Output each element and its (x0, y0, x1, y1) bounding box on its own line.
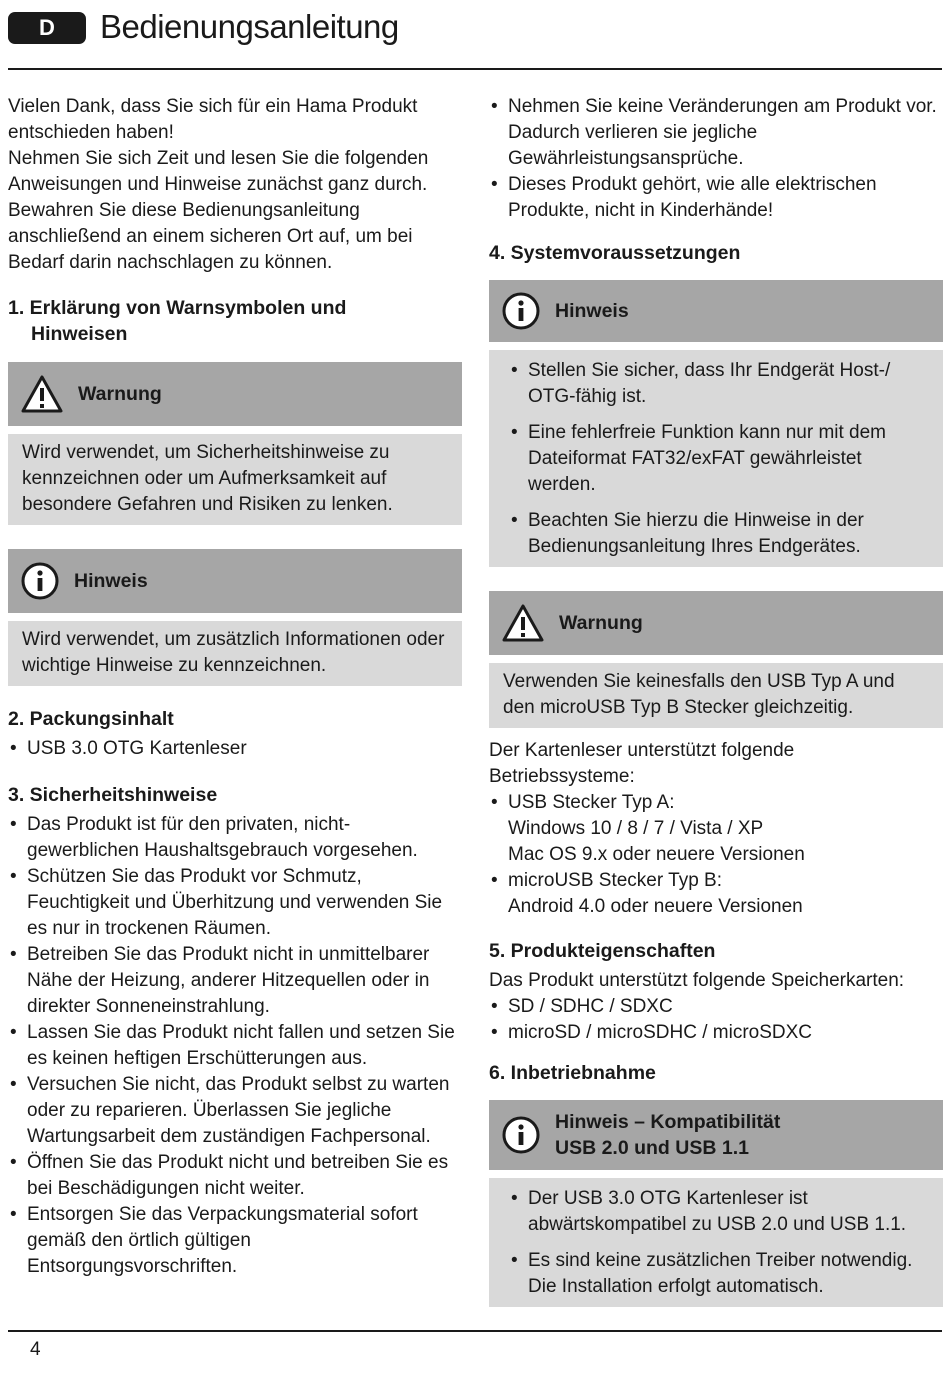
list-item: • Es sind keine zusätzlichen Treiber notwendig. Die Installation erfolgt automatisch. (509, 1248, 929, 1300)
section-2-title: 2. Packungsinhalt (8, 708, 174, 730)
compat-note-box (489, 1100, 943, 1307)
package-contents-list (8, 736, 462, 762)
info-icon (501, 291, 541, 331)
info-icon (20, 561, 60, 601)
cards-list (489, 994, 943, 1046)
warning-label: Warnung (559, 612, 643, 634)
list-item: • microUSB Stecker Typ B: Android 4.0 oder neuere Versionen (489, 868, 943, 920)
section-4-title: 4. Systemvoraussetzungen (489, 242, 741, 264)
warning-box-header (8, 362, 462, 426)
os-list (489, 790, 943, 920)
list-item: • USB Stecker Typ A: Windows 10 / 8 / 7 / Vista / XP Mac OS 9.x oder neuere Versionen (489, 790, 943, 868)
note-label: Hinweis (555, 300, 629, 322)
list-item: • USB 3.0 OTG Kartenleser (8, 736, 462, 762)
list-item: • Nehmen Sie keine Veränderungen am Produkt vor. Dadurch verlieren sie jegliche Gewährleistungsansprüche. (489, 94, 943, 172)
section-1-title: 1. Erklärung von Warnsymbolen und Hinweisen (8, 297, 347, 345)
warning-label: Warnung (78, 383, 162, 405)
safety-list-continued (489, 94, 943, 224)
warning-box (8, 362, 462, 525)
usb-warning-header (489, 591, 943, 655)
section-3-title: 3. Sicherheitshinweise (8, 784, 218, 806)
info-icon (501, 1115, 541, 1155)
note-box-header (8, 549, 462, 613)
right-column (489, 94, 943, 1307)
usb-warning-box (489, 591, 943, 728)
usb-warning-text: Verwenden Sie keinesfalls den USB Typ A und den microUSB Typ B Stecker gleichzeitig. (489, 663, 943, 728)
list-item: • Dieses Produkt gehört, wie alle elektrischen Produkte, nicht in Kinderhände! (489, 172, 943, 224)
list-item: • Lassen Sie das Produkt nicht fallen und setzen Sie es keinen heftigen Erschütterungen aus. (8, 1020, 462, 1072)
list-item: • Schützen Sie das Produkt vor Schmutz, Feuchtigkeit und Überhitzung und verwenden Sie es nur in trockenen Räumen. (8, 864, 462, 942)
list-item: • Stellen Sie sicher, dass Ihr Endgerät Host-/ OTG-fähig ist. (509, 358, 929, 410)
section-6-title: 6. Inbetriebnahme (489, 1062, 656, 1084)
note-label: Hinweis (74, 570, 148, 592)
list-item: • Betreiben Sie das Produkt nicht in unmittelbarer Nähe der Heizung, anderer Hitzequellen oder in direkter Sonneneinstrahlung. (8, 942, 462, 1020)
list-item: • Versuchen Sie nicht, das Produkt selbst zu warten oder zu reparieren. Überlassen Sie jegliche Wartungsarbeit dem zuständigen Fachpersonal. (8, 1072, 462, 1150)
section-5-title: 5. Produkteigenschaften (489, 940, 716, 962)
system-note-box (489, 280, 943, 567)
list-item: • Entsorgen Sie das Verpackungsmaterial sofort gemäß den örtlich gültigen Entsorgungsvorschriften. (8, 1202, 462, 1280)
intro-instructions: Nehmen Sie sich Zeit und lesen Sie die folgenden Anweisungen und Hinweise zunächst ganz durch. Bewahren Sie diese Bedienungsanleitung anschließend an einem sicheren Ort auf, um bei Bedarf darin nachschlagen zu können. (8, 148, 429, 273)
warning-triangle-icon (501, 603, 545, 643)
system-note-body (489, 350, 943, 567)
compat-note-body (489, 1178, 943, 1307)
compat-note-label: Hinweis – Kompatibilität USB 2.0 und USB 1.1 (555, 1111, 781, 1159)
note-box-text: Wird verwendet, um zusätzlich Informationen oder wichtige Hinweise zu kennzeichnen. (8, 621, 462, 686)
list-item: • Eine fehlerfreie Funktion kann nur mit dem Dateiformat FAT32/exFAT gewährleistet werden. (509, 420, 929, 498)
warning-box-text: Wird verwendet, um Sicherheitshinweise zu kennzeichnen oder um Aufmerksamkeit auf besondere Gefahren und Risiken zu lenken. (8, 434, 462, 525)
page-number: 4 (30, 1339, 41, 1360)
left-column (8, 94, 462, 1280)
page-footer-rule (8, 1330, 942, 1332)
cards-intro: Das Produkt unterstützt folgende Speicherkarten: (489, 970, 905, 991)
list-item: • Der USB 3.0 OTG Kartenleser ist abwärtskompatibel zu USB 2.0 und USB 1.1. (509, 1186, 929, 1238)
safety-list (8, 812, 462, 1280)
compat-note-header (489, 1100, 943, 1170)
note-box (8, 549, 462, 686)
document-title: Bedienungsanleitung (100, 8, 399, 45)
system-note-header (489, 280, 943, 342)
list-item: • Beachten Sie hierzu die Hinweise in der Bedienungsanleitung Ihres Endgerätes. (509, 508, 929, 560)
list-item: • SD / SDHC / SDXC (489, 994, 943, 1020)
list-item: • microSD / microSDHC / microSDXC (489, 1020, 943, 1046)
list-item: • Öffnen Sie das Produkt nicht und betreiben Sie es bei Beschädigungen nicht weiter. (8, 1150, 462, 1202)
intro-thanks: Vielen Dank, dass Sie sich für ein Hama Produkt entschieden haben! (8, 96, 418, 143)
language-badge: D (8, 12, 86, 44)
os-intro: Der Kartenleser unterstützt folgende Betriebssysteme: (489, 740, 795, 787)
page-header (8, 8, 942, 70)
warning-triangle-icon (20, 374, 64, 414)
list-item: • Das Produkt ist für den privaten, nicht-gewerblichen Haushaltsgebrauch vorgesehen. (8, 812, 462, 864)
